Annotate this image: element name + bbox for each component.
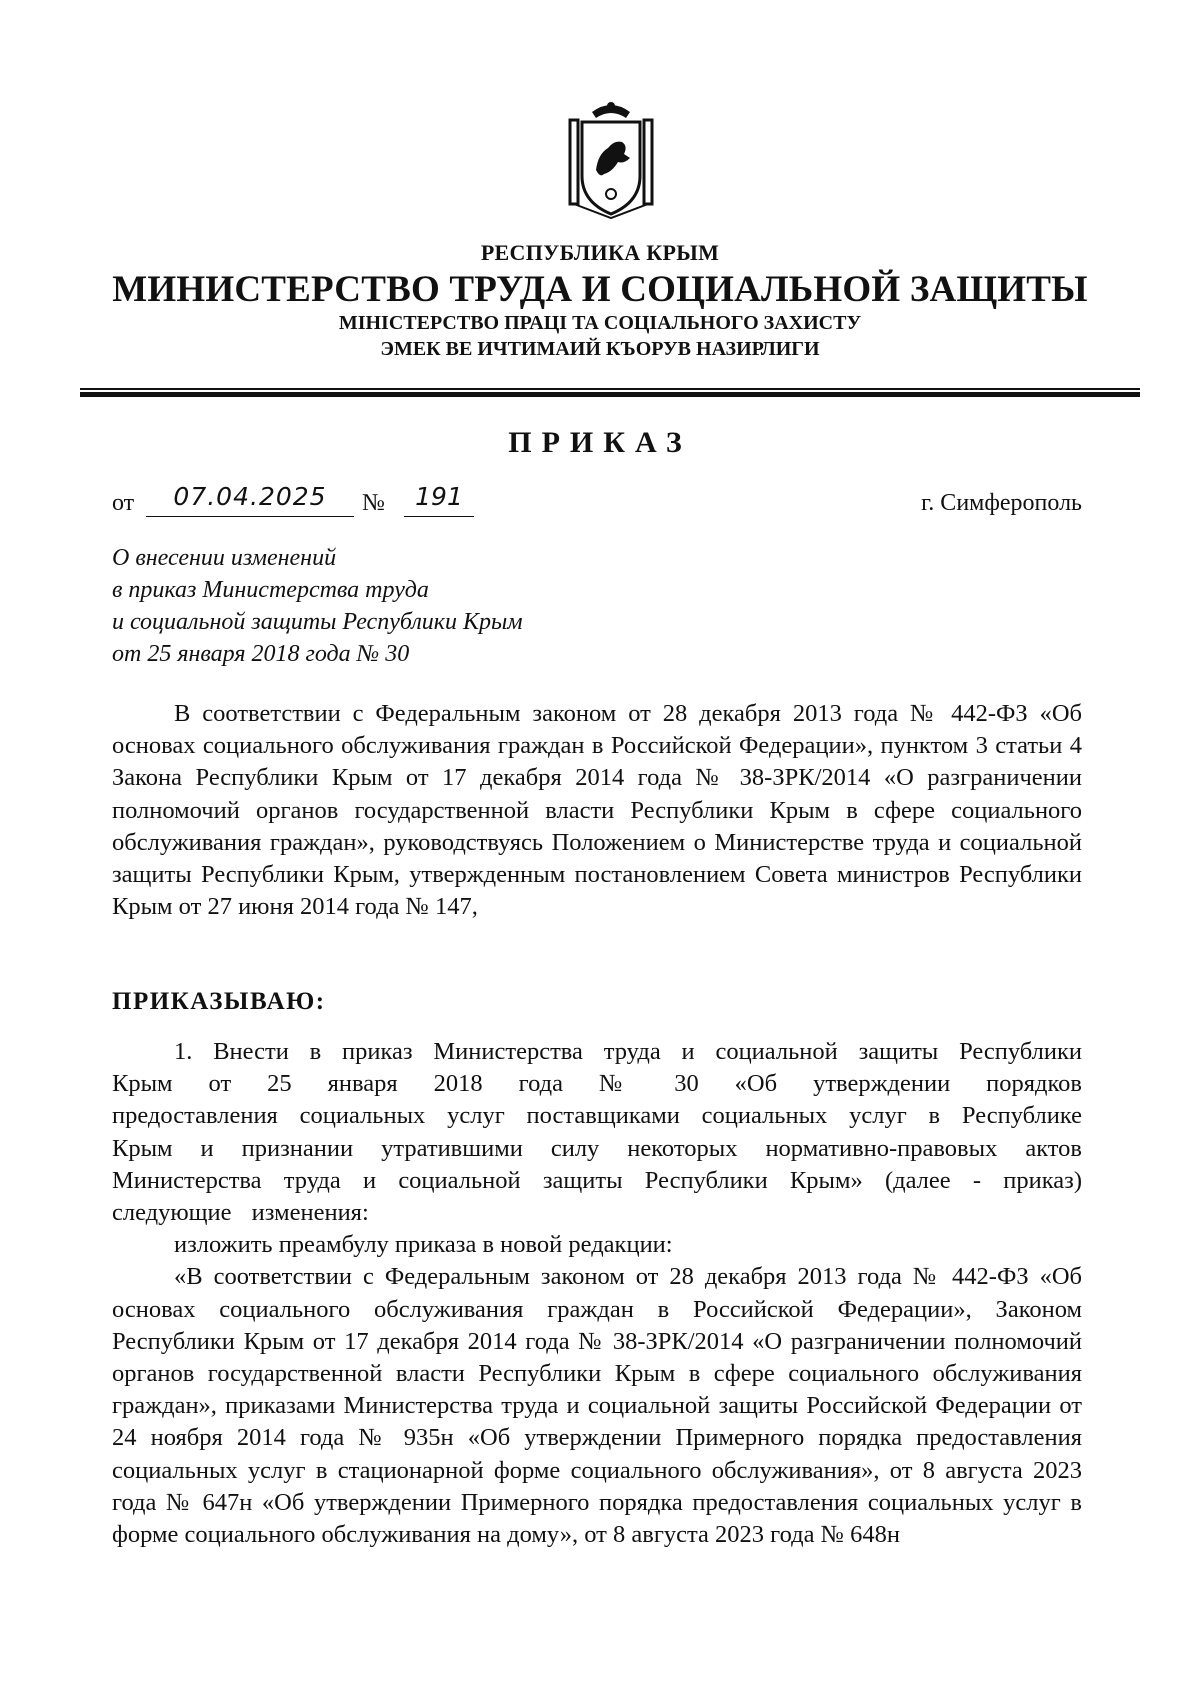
subject-line: в приказ Министерства труда — [112, 577, 429, 603]
order-subject — [112, 542, 523, 670]
item-1-quoted-preamble: «В соответствии с Федеральным законом от 28 декабря 2013 года № 442-ФЗ «Об основах социального обслуживания граждан в Российской Федерации», Законом Республики Крым от 17 декабря 2014 года № 38-ЗРК/2014 «О разграничении полномочий органов государственной власти Республики Крым в сфере социального обслуживания граждан», приказами Министерства труда и социальной защиты Российской Федерации от 24 ноября 2014 года № 935н «Об утверждении Примерного порядка предоставления социальных услуг в стационарной форме социального обслуживания», от 8 августа 2023 года № 647н «Об утверждении Примерного порядка предоставления социальных услуг в форме социального обслуживания на дому», от 8 августа 2023 года № 648н — [112, 1263, 1082, 1549]
ministry-name: МИНИСТЕРСТВО ТРУДА И СОЦИАЛЬНОЙ ЗАЩИТЫ — [112, 269, 1088, 310]
crimea-coat-of-arms-icon — [562, 98, 660, 220]
preamble-paragraph: В соответствии с Федеральным законом от 28 декабря 2013 года № 442-ФЗ «Об основах социального обслуживания граждан в Российской Федерации», пунктом 3 статьи 4 Закона Республики Крым от 17 декабря 2014 года № 38-ЗРК/2014 «О разграничении полномочий органов государственной власти Республики Крым в сфере социального обслуживания граждан», руководствуясь Положением о Министерстве труда и социальной защиты Республики Крым, утвержденным постановлением Совета министров Республики Крым от 27 июня 2014 года № 147, — [112, 700, 1082, 921]
header-divider-thick — [80, 392, 1140, 397]
number-label: № — [362, 490, 385, 516]
subject-line: О внесении изменений — [112, 545, 337, 571]
order-item-1 — [112, 1036, 1082, 1551]
order-dateline — [112, 482, 1082, 522]
date-label: от — [112, 490, 135, 516]
subject-line: и социальной защиты Республики Крым — [112, 609, 523, 635]
order-city: г. Симферополь — [921, 490, 1082, 516]
subject-line: от 25 января 2018 года № 30 — [112, 641, 410, 667]
item-1-paragraph: 1. Внести в приказ Министерства труда и социальной защиты Республики Крым от 25 января 2018 года № 30 «Об утверждении порядков предоставления социальных услуг поставщиками социальных услуг в Республике Крым и признании утратившими силу некоторых нормативно-правовых актов Министерства труда и социальной защиты Республики Крым» (далее - приказ) следующие изменения: — [112, 1038, 1082, 1227]
ministry-name-ukrainian: МІНІСТЕРСТВО ПРАЦІ ТА СОЦІАЛЬНОГО ЗАХИСТУ — [338, 312, 862, 334]
preamble-section — [112, 698, 1082, 923]
order-date: 07.04.2025 — [146, 482, 354, 517]
item-1-subparagraph: изложить преамбулу приказа в новой редакции: — [174, 1231, 673, 1259]
order-number: 191 — [404, 482, 474, 517]
directive-heading: ПРИКАЗЫВАЮ: — [112, 988, 326, 1015]
ministry-name-crimean-tatar: ЭМЕК ВЕ ИЧТИМАИЙ КЪОРУВ НАЗИРЛИГИ — [380, 338, 820, 360]
republic-name: РЕСПУБЛИКА КРЫМ — [480, 240, 720, 265]
order-title: ПРИКАЗ — [508, 426, 692, 459]
header-divider-thin — [80, 388, 1140, 390]
